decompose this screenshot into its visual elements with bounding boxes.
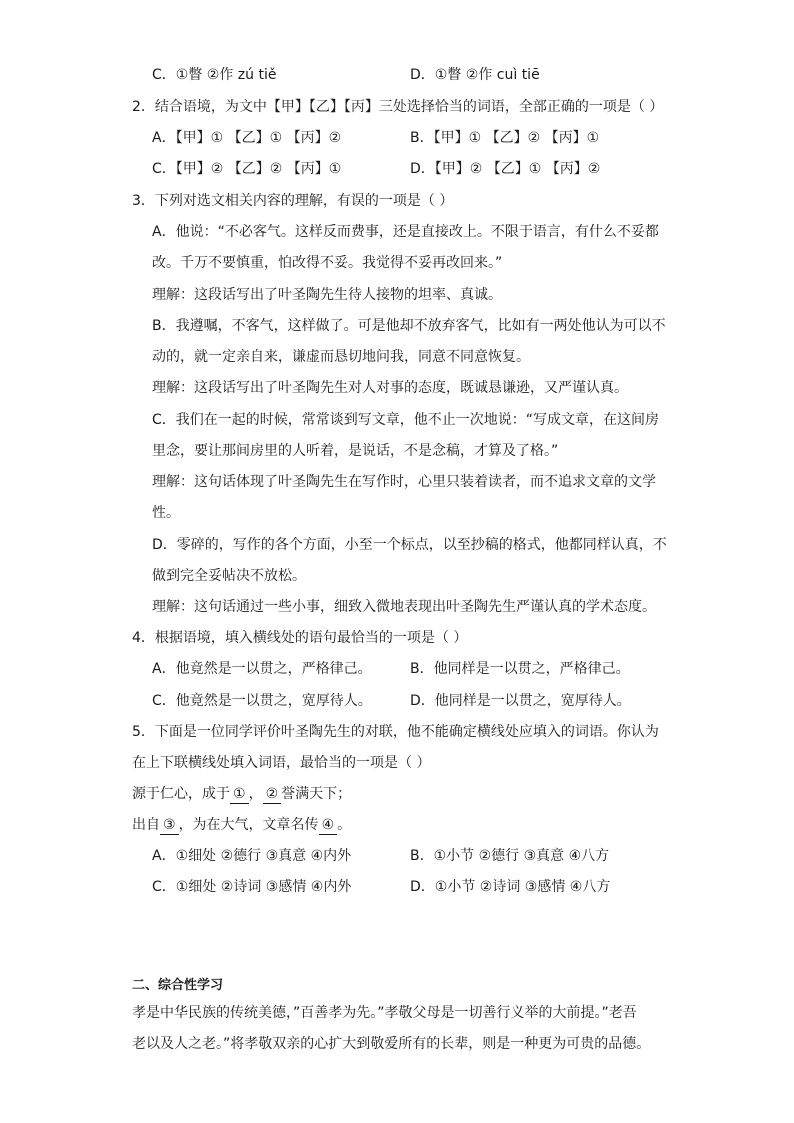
q4-stem: 4．根据语境，填入横线处的语句最恰当的一项是（ ） <box>132 630 468 646</box>
q3-c-understanding-cont: 性。 <box>152 505 180 521</box>
q5-option-d: D．①小节 ②诗词 ③感情 ④八方 <box>410 879 611 895</box>
q3-b-line1: B．我遵嘱，不客气，这样做了。可是他却不放弃客气，比如有一两处他认为可以不 <box>152 318 666 334</box>
q4-option-d: D．他同样是一以贯之，宽厚待人。 <box>410 693 631 709</box>
q3-b-line2: 动的，就一定亲自来，谦虚而恳切地问我，同意不同意恢复。 <box>152 349 530 365</box>
q3-a-line2: 改。千万不要慎重，怕改得不妥。我觉得不妥再改回来。” <box>152 255 503 271</box>
blank-4: ④ <box>319 816 338 835</box>
q2-option-a: A．【甲】① 【乙】① 【丙】② <box>152 130 342 146</box>
q5-stem-line2: 在上下联横线处填入词语，最恰当的一项是（ ） <box>132 755 431 771</box>
q2-option-d: D．【甲】② 【乙】① 【丙】② <box>410 161 601 177</box>
q3-c-understanding: 理解：这句话体现了叶圣陶先生在写作时，心里只装着读者，而不追求文章的文学 <box>152 474 656 490</box>
q2-option-c: C．【甲】② 【乙】② 【丙】① <box>152 161 342 177</box>
q2-option-b: B．【甲】① 【乙】② 【丙】① <box>410 130 600 146</box>
q5-option-c: C．①细处 ②诗词 ③感情 ④内外 <box>152 879 352 895</box>
section-heading: 二、综合性学习 <box>132 978 224 993</box>
q4-option-c: C．他竟然是一以贯之，宽厚待人。 <box>152 693 372 709</box>
section-paragraph-line1: 孝是中华民族的传统美德，”百善孝为先。”孝敬父母是一切善行义举的大前提。”老吾 <box>132 1005 637 1021</box>
q3-d-line2: 做到完全妥帖决不放松。 <box>152 568 306 584</box>
q1-option-d: D．①瞥 ②作 cuì tiē <box>410 67 540 83</box>
q3-c-line1: C．我们在一起的时候，常常谈到写文章，他不止一次地说：“写成文章，在这间房 <box>152 412 660 428</box>
couplet-lower-text-1: 出自 <box>132 817 160 833</box>
blank-3: ③ <box>160 816 179 835</box>
section-paragraph-line2: 老以及人之老。”将孝敬双亲的心扩大到敬爱所有的长辈，则是一种更为可贵的品德。 <box>132 1036 651 1052</box>
couplet-lower-text-2: ，为在大气，文章名传 <box>178 817 319 833</box>
couplet-lower-text-3: 。 <box>337 817 352 833</box>
q3-d-understanding: 理解：这句话通过一些小事，细致入微地表现出叶圣陶先生严谨认真的学术态度。 <box>152 599 656 615</box>
q5-couplet-lower <box>132 815 351 835</box>
q5-option-a: A．①细处 ②德行 ③真意 ④内外 <box>152 848 352 864</box>
couplet-upper-text-2: ， <box>248 786 263 802</box>
q2-stem: 2．结合语境，为文中【甲】【乙】【丙】三处选择恰当的词语，全部正确的一项是（ ） <box>132 99 664 115</box>
couplet-upper-text-1: 源于仁心，成于 <box>132 786 230 802</box>
blank-2: ② <box>263 785 282 804</box>
q5-option-b: B．①小节 ②德行 ③真意 ④八方 <box>410 848 610 864</box>
q1-option-c: C．①瞥 ②作 zú tiě <box>152 67 277 83</box>
q5-couplet-upper <box>132 784 351 804</box>
q3-d-line1: D．零碎的，写作的各个方面，小至一个标点，以至抄稿的格式，他都同样认真，不 <box>152 537 667 553</box>
couplet-upper-text-3: 誉满天下； <box>281 786 352 802</box>
q4-option-b: B．他同样是一以贯之，严格律己。 <box>410 661 630 677</box>
q5-stem-line1: 5．下面是一位同学评价叶圣陶先生的对联，他不能确定横线处应填入的词语。你认为 <box>132 724 659 740</box>
q3-b-understanding: 理解：这段话写出了叶圣陶先生对人对事的态度，既诚恳谦逊，又严谨认真。 <box>152 380 628 396</box>
q3-stem: 3．下列对选文相关内容的理解，有误的一项是（ ） <box>132 193 454 209</box>
q3-a-line1: A．他说：“不必客气。这样反而费事，还是直接改上。不限于语言，有什么不妥都 <box>152 224 659 240</box>
blank-1: ① <box>230 785 249 804</box>
q3-a-understanding: 理解：这段话写出了叶圣陶先生待人接物的坦率、真诚。 <box>152 287 502 303</box>
q4-option-a: A．他竟然是一以贯之，严格律己。 <box>152 661 372 677</box>
q3-c-line2: 里念，要让那间房里的人听着，是说话，不是念稿，才算及了格。” <box>152 443 559 459</box>
